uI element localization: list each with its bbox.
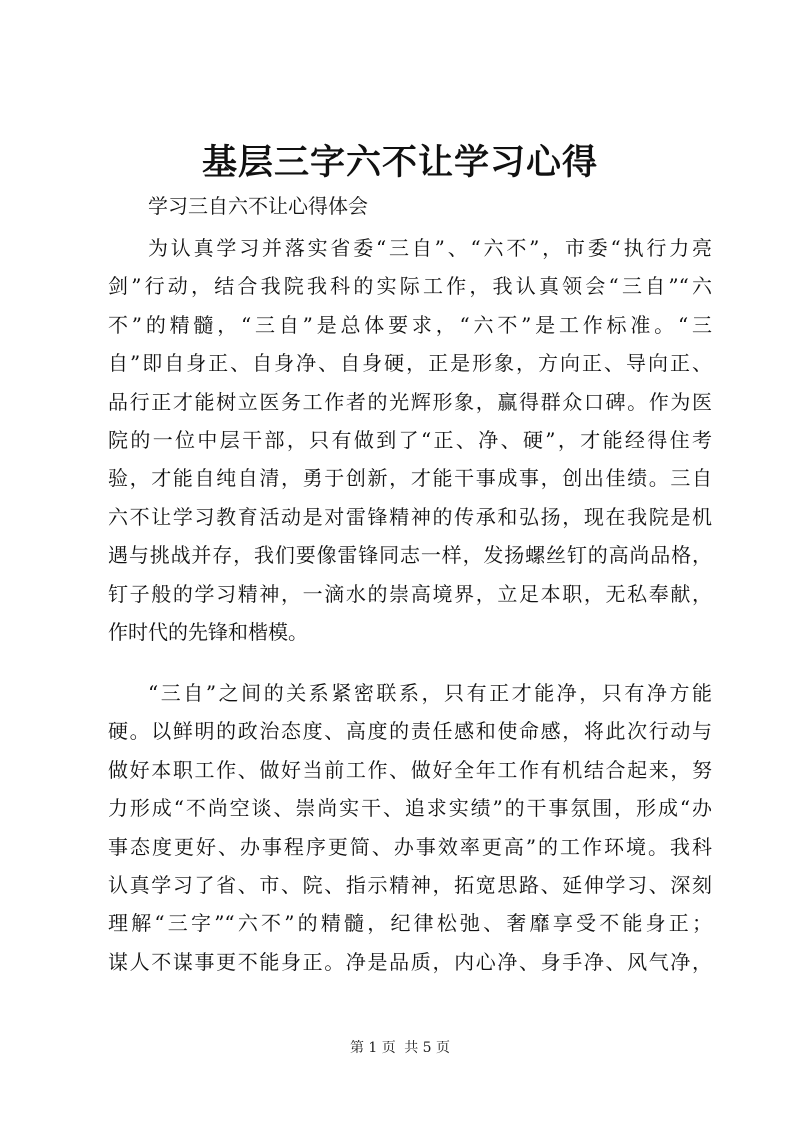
paragraph-1 [108, 229, 712, 651]
paragraph-line: 作时代的先锋和楷模。 [108, 619, 308, 644]
paragraph-line: 力形成“不尚空谈、崇尚实干、追求实绩”的干事氛围，形成“办 [108, 796, 712, 821]
paragraph-line: 谋人不谋事更不能身正。净是品质，内心净、身手净、风气净， [108, 949, 712, 974]
paragraph-line: 认真学习了省、市、院、指示精神，拓宽思路、延伸学习、深刻 [108, 872, 712, 897]
page-total: 共 5 页 [404, 1040, 451, 1056]
paragraph-line: 验，才能自纯自清，勇于创新，才能干事成事，创出佳绩。三自 [108, 466, 712, 491]
paragraph-line: 自”即自身正、自身净、自身硬，正是形象，方向正、导向正、 [108, 351, 712, 376]
page-number: 第 1 页 [349, 1040, 396, 1056]
paragraph-line: 院的一位中层干部，只有做到了“正、净、硬”，才能经得住考 [108, 427, 712, 452]
paragraph-line: 事态度更好、办事程序更简、办事效率更高”的工作环境。我科 [108, 834, 712, 859]
paragraph-line: 钉子般的学习精神，一滴水的崇高境界，立足本职，无私奉献， [108, 581, 712, 606]
paragraph-line: 理解“三字”“六不”的精髓，纪律松弛、奢靡享受不能身正； [108, 911, 712, 936]
paragraph-line: 剑”行动，结合我院我科的实际工作，我认真领会“三自”“六 [108, 274, 712, 299]
paragraph-line: 六不让学习教育活动是对雷锋精神的传承和弘扬，现在我院是机 [108, 504, 712, 529]
paragraph-line: 不”的精髓，“三自”是总体要求，“六不”是工作标准。“三 [108, 312, 712, 337]
paragraph-line: 为认真学习并落实省委“三自”、“六不”，市委“执行力亮 [148, 236, 712, 260]
paragraph-line: 品行正才能树立医务工作者的光辉形象，赢得群众口碑。作为医 [108, 389, 712, 414]
paragraph-line: 遇与挑战并存，我们要像雷锋同志一样，发扬螺丝钉的高尚品格， [108, 543, 712, 568]
page-footer [0, 1038, 800, 1058]
page-title: 基层三字六不让学习心得 [201, 142, 598, 183]
paragraph-line: “三自”之间的关系紧密联系，只有正才能净，只有净方能 [148, 681, 712, 705]
paragraph-line: 做好本职工作、做好当前工作、做好全年工作有机结合起来，努 [108, 757, 712, 782]
paragraph-line: 硬。以鲜明的政治态度、高度的责任感和使命感，将此次行动与 [108, 719, 712, 744]
paragraph-2 [108, 674, 712, 981]
document-subtitle: 学习三自六不让心得体会 [148, 194, 368, 218]
